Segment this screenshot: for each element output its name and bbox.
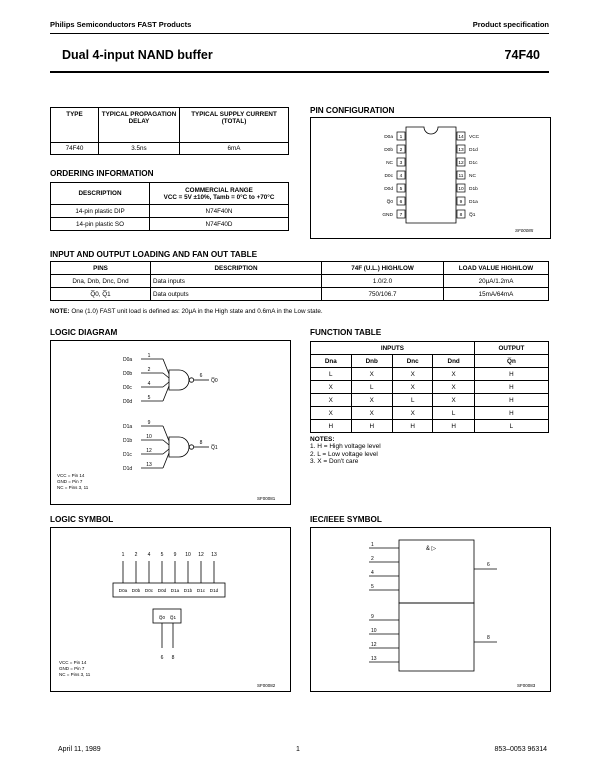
fig-label: SF00085	[515, 228, 534, 233]
symbol-body	[113, 583, 225, 597]
input-wire	[163, 382, 169, 387]
notes-title: NOTES:	[310, 436, 335, 443]
pin-label: VCC	[469, 135, 480, 140]
pin-number: 5	[399, 187, 403, 192]
power-note: GND = Pin 7	[57, 479, 83, 484]
pin-label: Q̅0	[386, 200, 393, 205]
input-pin-number: 5	[160, 552, 164, 558]
table-cell: X	[433, 394, 474, 407]
inputs-group: INPUTS	[311, 342, 475, 355]
logic-diagram-box	[50, 340, 291, 505]
input-label: D0b	[123, 371, 133, 377]
input-label: D0d	[123, 399, 133, 405]
title-rule	[50, 71, 549, 73]
input-pin-number: 2	[134, 552, 138, 558]
input-pin-number: 10	[146, 434, 152, 440]
input-label: D1d	[123, 466, 133, 472]
pin-number: 6	[399, 200, 403, 205]
loading-header: LOAD VALUE HIGH/LOW	[444, 262, 549, 275]
pin-label: D1d	[469, 148, 478, 153]
loading-header: PINS	[51, 262, 151, 275]
function-table	[310, 341, 549, 433]
function-col-header: Dnc	[392, 355, 433, 368]
output-block	[153, 609, 181, 623]
input-wire	[163, 386, 169, 401]
pin-label: D0b	[384, 148, 393, 153]
table-cell: L	[311, 368, 352, 381]
pin-number: 1	[399, 135, 403, 140]
iec-symbol	[311, 528, 550, 691]
input-pin-number: 1	[147, 353, 151, 359]
input-pin-number: 9	[371, 614, 374, 620]
loading-cell: Data inputs	[151, 275, 322, 288]
output-pin-number: 8	[487, 635, 490, 641]
output-pin-number: 8	[171, 655, 175, 661]
note-label: NOTE:	[50, 308, 70, 315]
pin-label: D0a	[384, 135, 393, 140]
ordering-row-desc: 14-pin plastic DIP	[51, 205, 150, 218]
logic-symbol-title: LOGIC SYMBOL	[50, 515, 114, 524]
input-label: D1b	[123, 438, 133, 444]
output-pin-number: 6	[199, 373, 203, 379]
table-cell: H	[474, 381, 548, 394]
function-col-header: Q̅n	[474, 355, 548, 368]
pin-number: 3	[399, 161, 403, 166]
loading-cell: 750/106.7	[322, 288, 444, 301]
part-number: 74F40	[504, 48, 540, 62]
pin-label: D1a	[469, 200, 478, 205]
table-cell: H	[351, 420, 392, 433]
input-pin-number: 5	[371, 584, 374, 590]
input-label: D1a	[170, 588, 180, 593]
input-label: D0c	[144, 588, 154, 593]
note-item: 3. X = Don't care	[310, 458, 359, 466]
input-wire	[163, 453, 169, 468]
input-pin-number: 1	[371, 542, 374, 548]
loading-header: 74F (U.L.) HIGH/LOW	[322, 262, 444, 275]
input-label: D1d	[209, 588, 219, 593]
table-cell: X	[311, 407, 352, 420]
logic-diagram-title: LOGIC DIAGRAM	[50, 328, 118, 337]
table-cell: X	[351, 368, 392, 381]
output-pin-number: 8	[199, 440, 203, 446]
input-label: D0d	[157, 588, 167, 593]
input-wire	[163, 426, 169, 441]
header-rule	[50, 33, 549, 34]
input-label: D0a	[123, 357, 133, 363]
range-line2: VCC = 5V ±10%, Tamb = 0°C to +70°C	[163, 193, 275, 201]
output-group: OUTPUT	[474, 342, 548, 355]
table-cell: X	[351, 394, 392, 407]
input-pin-number: 4	[147, 552, 151, 558]
output-pin-number: 6	[487, 562, 490, 568]
function-col-header: Dna	[311, 355, 352, 368]
function-col-header: Dnd	[433, 355, 474, 368]
nand-gate	[169, 370, 189, 390]
table-row	[311, 420, 549, 433]
pin-number: 8	[459, 213, 463, 218]
loading-cell: Q̅0, Q̅1	[51, 288, 151, 301]
fig-label: SF00082	[257, 683, 276, 688]
ordering-row-desc: 14-pin plastic SO	[51, 218, 150, 231]
loading-header: DESCRIPTION	[151, 262, 322, 275]
delay-cell: 3.5ns	[99, 143, 180, 155]
input-pin-number: 1	[121, 552, 125, 558]
table-cell: H	[474, 394, 548, 407]
table-cell: X	[392, 381, 433, 394]
current-cell: 6mA	[180, 143, 289, 155]
function-notes	[310, 436, 381, 466]
type-table	[50, 107, 289, 155]
input-wire	[163, 449, 169, 454]
page-title: Dual 4-input NAND buffer	[62, 48, 213, 62]
input-pin-number: 2	[371, 556, 374, 562]
input-label: D0c	[123, 385, 132, 391]
input-pin-number: 10	[371, 628, 377, 634]
type-cell: 74F40	[51, 143, 99, 155]
table-cell: H	[311, 420, 352, 433]
iec-box	[310, 527, 551, 692]
pin-config-title: PIN CONFIGURATION	[310, 106, 395, 115]
power-note: GND = Pin 7	[59, 666, 85, 671]
table-cell: H	[433, 420, 474, 433]
note-item: 2. L = Low voltage level	[310, 450, 378, 458]
input-pin-number: 12	[371, 642, 377, 648]
input-pin-number: 13	[211, 552, 217, 558]
input-pin-number: 9	[173, 552, 177, 558]
output-label: Q̅0	[211, 378, 218, 384]
table-cell: H	[474, 407, 548, 420]
inversion-bubble	[189, 445, 193, 449]
footer-doc: 853–0053 96314	[494, 746, 547, 753]
output-pin-number: 6	[160, 655, 164, 661]
function-col-header: Dnb	[351, 355, 392, 368]
pin-number: 13	[458, 148, 464, 153]
ordering-desc-header: DESCRIPTION	[51, 183, 150, 205]
logic-symbol-box	[50, 527, 291, 692]
logic-diagram	[51, 341, 290, 504]
table-cell: X	[392, 407, 433, 420]
pin-number: 14	[458, 135, 464, 140]
pin-label: D0c	[384, 174, 393, 179]
pin-label: D1c	[469, 161, 478, 166]
note-item: 1. H = High voltage level	[310, 443, 381, 451]
nand-gate	[169, 437, 189, 457]
iec-gate-bottom	[399, 603, 474, 671]
logic-symbol	[51, 528, 290, 691]
iec-gate-top	[399, 540, 474, 603]
pin-label: NC	[469, 174, 476, 179]
inversion-bubble	[189, 378, 193, 382]
power-note: VCC = Pin 14	[57, 473, 85, 478]
ic-body	[406, 127, 456, 223]
output-label: Q̅1	[211, 445, 218, 451]
input-pin-number: 5	[147, 395, 151, 401]
ordering-table	[50, 182, 289, 231]
pin-number: 7	[399, 213, 403, 218]
table-cell: L	[351, 381, 392, 394]
input-pin-number: 13	[371, 656, 377, 662]
pin-number: 9	[459, 200, 463, 205]
current-header: TYPICAL SUPPLY CURRENT (TOTAL)	[180, 108, 289, 143]
pin-label: NC	[386, 161, 393, 166]
pin-config-box	[310, 117, 551, 239]
delay-header: TYPICAL PROPAGATION DELAY	[99, 108, 180, 143]
table-row	[311, 368, 549, 381]
pin-number: 4	[399, 174, 403, 179]
table-row	[311, 381, 549, 394]
ordering-title: ORDERING INFORMATION	[50, 169, 154, 178]
ordering-row-code: N74F40N	[150, 205, 289, 218]
input-label: D0b	[131, 588, 141, 593]
input-wire	[163, 440, 169, 445]
loading-cell: 1.0/2.0	[322, 275, 444, 288]
input-pin-number: 4	[371, 570, 374, 576]
output-label: Q̅1	[169, 615, 177, 620]
table-cell: X	[433, 381, 474, 394]
iec-qualifier: & ▷	[425, 546, 437, 552]
pin-number: 2	[399, 148, 403, 153]
power-note: VCC = Pin 14	[59, 660, 87, 665]
input-label: D1b	[183, 588, 193, 593]
table-row	[311, 394, 549, 407]
input-label: D1c	[196, 588, 206, 593]
function-table-title: FUNCTION TABLE	[310, 328, 382, 337]
input-pin-number: 9	[147, 420, 151, 426]
pin-config-diagram	[311, 118, 550, 238]
table-cell: L	[433, 407, 474, 420]
range-line1: COMMERCIAL RANGE	[185, 186, 253, 194]
input-label: D0a	[118, 588, 128, 593]
loading-cell: 20µA/1.2mA	[444, 275, 549, 288]
power-note: NC = Pins 3, 11	[57, 485, 89, 490]
fig-label: SF00083	[517, 683, 536, 688]
loading-cell: 15mA/64mA	[444, 288, 549, 301]
loading-table	[50, 261, 549, 301]
input-pin-number: 2	[147, 367, 151, 373]
ordering-row-code: N74F40D	[150, 218, 289, 231]
loading-cell: Dna, Dnb, Dnc, Dnd	[51, 275, 151, 288]
table-cell: X	[392, 368, 433, 381]
input-pin-number: 13	[146, 462, 152, 468]
input-label: D1c	[123, 452, 132, 458]
table-row	[311, 407, 549, 420]
table-cell: X	[351, 407, 392, 420]
iec-title: IEC/IEEE SYMBOL	[310, 515, 382, 524]
loading-note	[50, 308, 323, 315]
pin-number: 10	[458, 187, 464, 192]
table-cell: X	[433, 368, 474, 381]
fig-label: SF00081	[257, 496, 276, 501]
footer-page: 1	[296, 746, 300, 753]
header-left: Philips Semiconductors FAST Products	[50, 20, 192, 29]
table-cell: X	[311, 381, 352, 394]
output-label: Q̅0	[158, 615, 166, 620]
input-pin-number: 4	[147, 381, 151, 387]
footer-date: April 11, 1989	[58, 746, 101, 753]
table-cell: H	[392, 420, 433, 433]
input-pin-number: 12	[146, 448, 152, 454]
table-cell: X	[311, 394, 352, 407]
ordering-range-header	[150, 183, 289, 205]
table-cell: L	[474, 420, 548, 433]
input-wire	[163, 359, 169, 374]
type-header: TYPE	[51, 108, 99, 143]
pin-label: Q̅1	[469, 213, 476, 218]
pin-number: 11	[458, 174, 464, 179]
loading-cell: Data outputs	[151, 288, 322, 301]
loading-title: INPUT AND OUTPUT LOADING AND FAN OUT TABLE	[50, 250, 258, 259]
table-cell: L	[392, 394, 433, 407]
pin-number: 12	[458, 161, 464, 166]
input-pin-number: 10	[185, 552, 191, 558]
pin-label: D0d	[384, 187, 393, 192]
pin-label: GND	[382, 213, 393, 218]
table-cell: H	[474, 368, 548, 381]
power-note: NC = Pins 3, 11	[59, 672, 91, 677]
header-right: Product specification	[472, 20, 549, 29]
note-text: One (1.0) FAST unit load is defined as: 20µA in the High state and 0.6mA in the Low state.	[71, 308, 323, 315]
pin-label: D1b	[469, 187, 478, 192]
input-wire	[163, 373, 169, 378]
input-label: D1a	[123, 424, 133, 430]
input-pin-number: 12	[198, 552, 204, 558]
